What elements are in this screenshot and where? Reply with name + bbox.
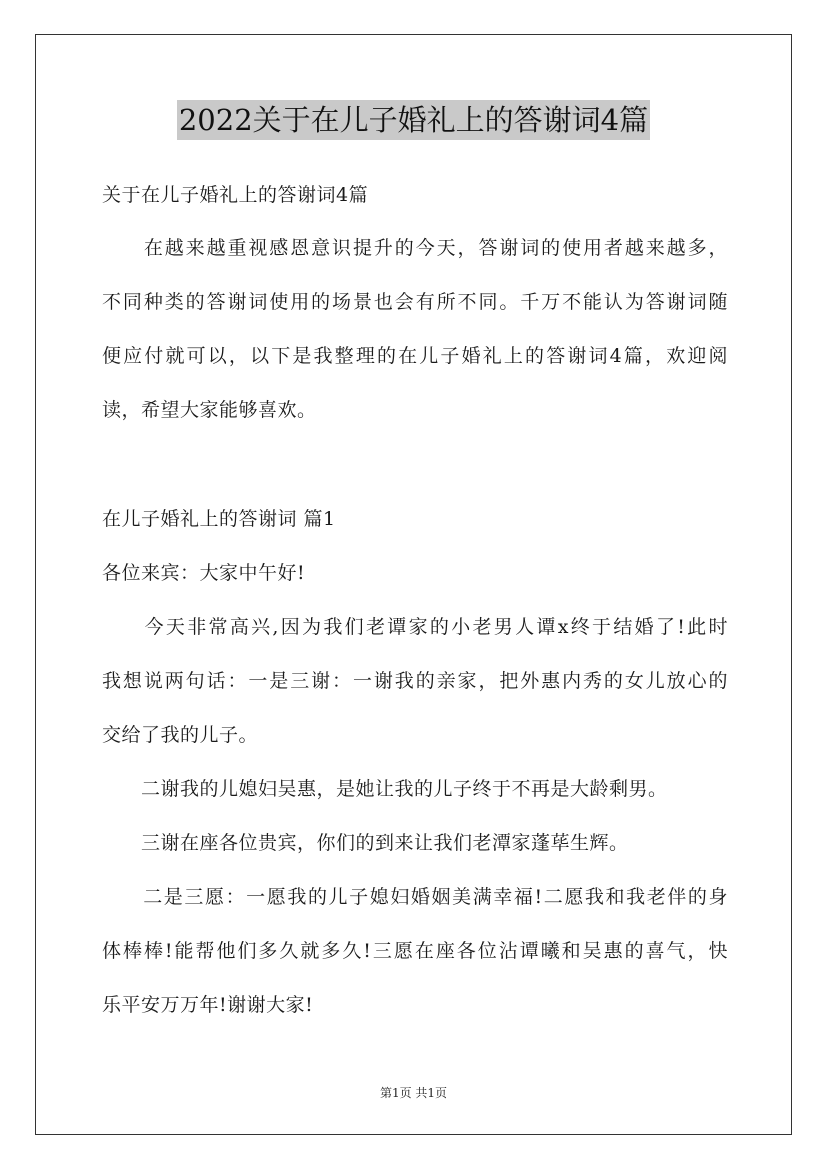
intro-line-1: 在越来越重视感恩意识提升的今天，答谢词的使用者越来越多， <box>102 237 728 259</box>
body-line-4: 二谢我的儿媳妇吴惠，是她让我的儿子终于不再是大龄剩男。 <box>102 778 668 800</box>
body-line-6: 二是三愿：一愿我的儿子媳妇婚姻美满幸福!二愿我和我老伴的身 <box>102 886 728 908</box>
body-line-2: 我想说两句话：一是三谢：一谢我的亲家，把外惠内秀的女儿放心的 <box>102 670 728 692</box>
body-line-3: 交给了我的儿子。 <box>102 724 259 746</box>
document-title: 2022关于在儿子婚礼上的答谢词4篇 <box>177 100 650 140</box>
greeting-line: 各位来宾：大家中午好! <box>102 562 306 584</box>
body-line-1: 今天非常高兴,因为我们老谭家的小老男人谭x终于结婚了!此时 <box>102 616 728 638</box>
title-container <box>0 100 827 140</box>
intro-line-2: 不同种类的答谢词使用的场景也会有所不同。千万不能认为答谢词随 <box>102 291 728 313</box>
body-line-8: 乐平安万万年!谢谢大家! <box>102 994 314 1016</box>
page-footer: 第1页 共1页 <box>379 1086 448 1100</box>
intro-line-4: 读，希望大家能够喜欢。 <box>102 399 317 421</box>
document-subtitle: 关于在儿子婚礼上的答谢词4篇 <box>102 184 369 206</box>
body-line-5: 三谢在座各位贵宾，你们的到来让我们老潭家蓬荜生辉。 <box>102 832 629 854</box>
intro-line-3: 便应付就可以，以下是我整理的在儿子婚礼上的答谢词4篇，欢迎阅 <box>102 345 728 367</box>
section-heading: 在儿子婚礼上的答谢词 篇1 <box>102 508 336 530</box>
body-line-7: 体棒棒!能帮他们多久就多久!三愿在座各位沾谭曦和吴惠的喜气，快 <box>102 940 728 962</box>
